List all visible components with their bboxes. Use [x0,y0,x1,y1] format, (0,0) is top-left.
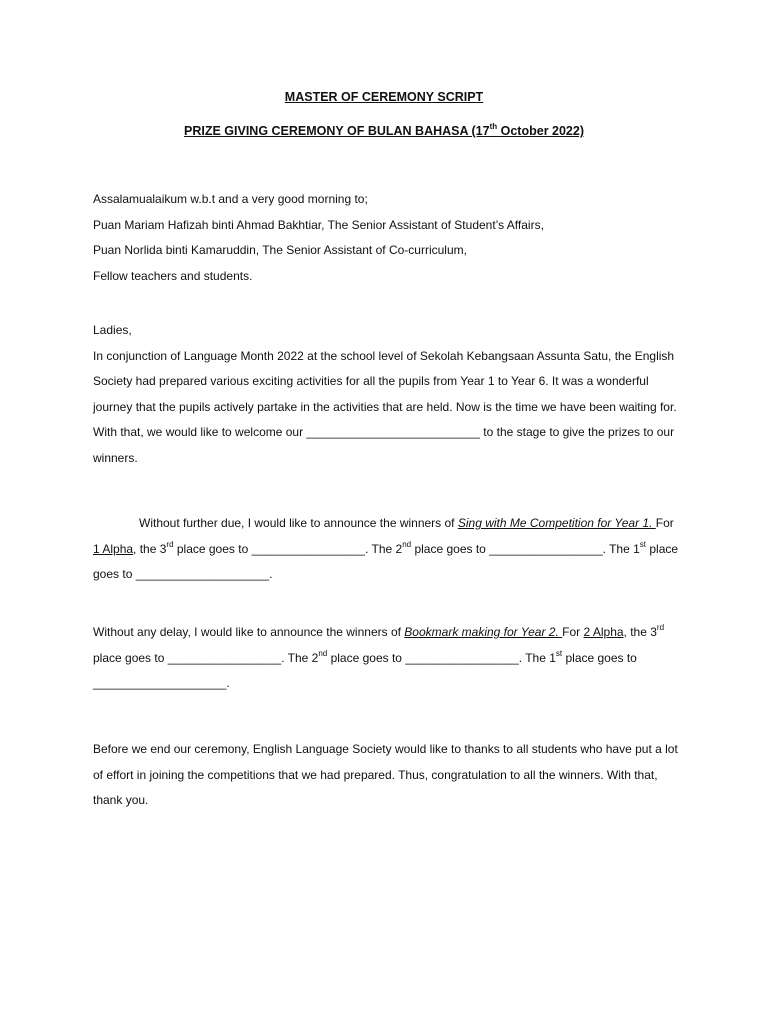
comp2-text: . The 2 [281,650,319,665]
greeting-line: Assalamualaikum w.b.t and a very good morning to; [93,192,368,206]
comp1-text: . The 1 [602,541,640,556]
ordinal-sup: rd [656,623,665,632]
winner-blank: _________________ [489,541,603,556]
comp2-text: place goes to [327,650,406,665]
comp1-text: Without further due, I would like to announce the winners of [139,516,458,530]
comp2-text: . [226,676,230,690]
winner-blank: _________________ [251,541,366,556]
comp1-text: , the 3 [133,541,167,556]
winner-blank: _________________ [167,650,282,665]
intro-paragraph [93,318,683,471]
winner-blank: ____________________ [135,567,270,581]
greeting-block [93,187,683,289]
salutation: Ladies, [93,323,132,337]
comp1-text: place goes to [173,541,252,556]
event-name: Bookmark making for Year 2. [404,625,563,639]
document-subtitle [0,121,768,138]
greeting-line: Puan Mariam Hafizah binti Ahmad Bakhtiar, The Senior Assistant of Student’s Affairs, [93,217,544,232]
comp2-text: For [562,625,584,639]
winner-blank: _________________ [405,650,519,665]
subtitle-date: October 2022) [497,124,584,138]
subtitle-sup: th [489,121,498,131]
subtitle-text: PRIZE GIVING CEREMONY OF BULAN BAHASA (17 [184,124,490,138]
comp2-text: place goes to [562,650,637,665]
intro-text [93,344,683,472]
comp1-text: . [269,567,273,581]
comp2-text: , the 3 [623,625,657,639]
closing-paragraph: Before we end our ceremony, English Language Society would like to thanks to all students who have put a lot of effort in joining the competitions that we had prepared. Thus, congratulation to all the winners. With that, thank you. [93,742,678,807]
comp2-text: . The 1 [518,650,556,665]
ordinal-sup: rd [166,539,174,549]
ordinal-sup: st [639,539,647,549]
comp1-text: place goes to [411,541,490,556]
comp1-text: . The 2 [365,541,403,556]
class-name: 1 Alpha [93,541,134,556]
ordinal-sup: nd [402,539,412,549]
intro-body: In conjunction of Language Month 2022 at the school level of Sekolah Kebangsaan Assunta Satu, the English Society had prepared various exciting activities for all the pupils from Year 1 to Year 6. It was a wonderful journey that the pupils actively partake in the activities that are held. Now is the time we have been waiting for. With that, we would like to welcome our [93,348,677,439]
class-name: 2 Alpha [583,625,624,639]
event-name: Sing with Me Competition for Year 1. [457,516,656,530]
comp1-text: For [655,516,674,530]
intro-end: to the stage to give the prizes to our winners. [93,425,675,465]
winner-blank: ____________________ [93,676,227,690]
document-title: MASTER OF CEREMONY SCRIPT [284,90,484,104]
greeting-line: Fellow teachers and students. [93,268,253,283]
ordinal-sup: nd [318,648,328,658]
comp2-text: Without any delay, I would like to announce the winners of [93,625,405,639]
comp1-text: place goes to [93,541,679,581]
ordinal-sup: st [555,648,563,658]
guest-blank: __________________________ [306,425,480,439]
competition-paragraph-year2 [93,620,683,697]
competition-paragraph-year1 [93,511,683,588]
greeting-line: Puan Norlida binti Kamaruddin, The Senior Assistant of Co-curriculum, [93,243,467,257]
comp2-text: place goes to [93,650,168,665]
